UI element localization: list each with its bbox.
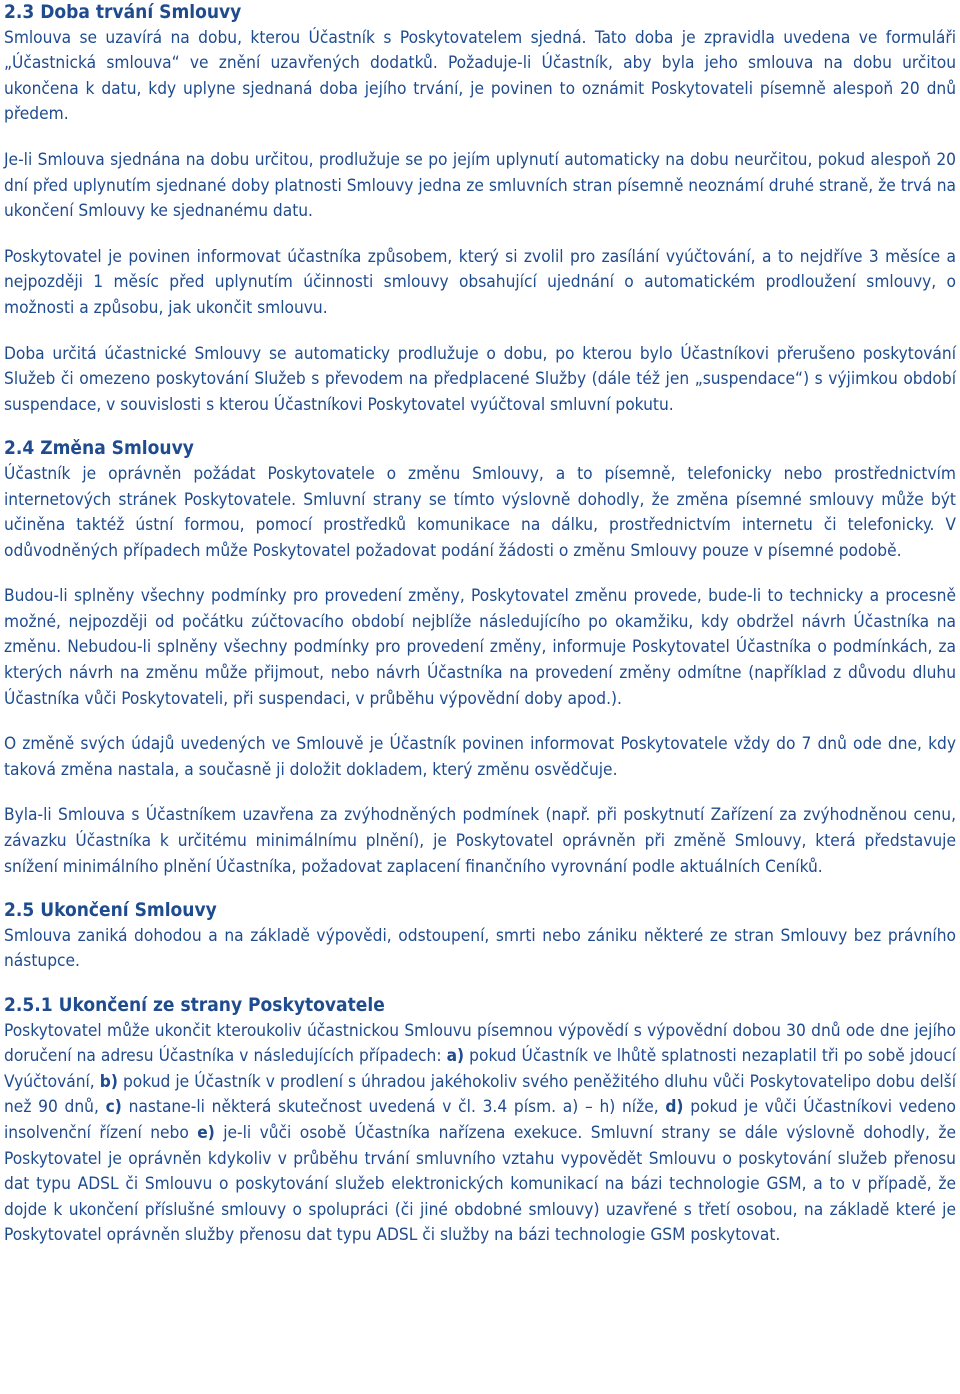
text-run: pokud Účastník ve lhůtě splatnosti nezaplatil tři po sobě jdoucí Vyúčtování,	[4, 1046, 956, 1092]
text-run: Poskytovatel může ukončit kteroukoliv účastnickou Smlouvu písemnou výpovědí s výpovědní dobou 30 dnů ode dne jejího doručení na adresu Účastníka v následujících případech:	[4, 1020, 956, 1067]
text-run: je-li vůči osobě Účastníka nařízena exekuce. Smluvní strany se dále výslovně dohodly, že Poskytovatel je oprávněn kdykoliv v průběhu trvání smluvního vztahu vypovědět Smlouvu o poskytování služeb přenosu dat typu ADSL či Smlouvu o poskytování služeb elektronických komunikací na bázi technologie GSM, a to v případě, že dojde k ukončení příslušné smlouvy o spolupráci (či jiné obdobné smlouvy) uzavřené s třetí osobou, na základě které je Poskytovatel oprávněn služby přenosu dat typu ADSL či služby na bázi technologie GSM poskytovat.	[4, 1122, 956, 1246]
list-letter-d: d)	[665, 1097, 684, 1118]
paragraph: Smlouva se uzavírá na dobu, kterou Účastník s Poskytovatelem sjedná. Tato doba je zpravidla uvedena ve formuláři „Účastnická smlouva“ ve znění uzavřených dodatků. Požaduje-li Účastník, aby byla jeho smlouva na dobu určitou ukončena k datu, kdy uplyne sjednaná doba jejího trvání, je povinen to oznámit Poskytovateli písemně alespoň 20 dnů předem.	[4, 27, 956, 125]
list-letter-b: b)	[99, 1071, 118, 1092]
section-heading-2-5: 2.5 Ukončení Smlouvy	[4, 899, 217, 922]
paragraph	[4, 1019, 956, 1249]
text-run: pokud je vůči Účastníkovi vedeno insolvenční řízení nebo	[4, 1097, 957, 1143]
list-letter-a: a)	[446, 1046, 465, 1067]
paragraph: Doba určitá účastnické Smlouvy se automaticky prodlužuje o dobu, po kterou bylo Účastníkovi přerušeno poskytování Služeb či omezeno poskytování Služeb s převodem na předplacené Služby (dále též jen „suspendace“) s výjimkou období suspendace, v souvislosti s kterou Účastníkovi Poskytovatel vyúčtoval smluvní pokutu.	[4, 343, 956, 415]
section-heading-2-5-1: 2.5.1 Ukončení ze strany Poskytovatele	[4, 994, 385, 1016]
text-run: nastane-li některá skutečnost uvedená v čl. 3.4 písm. a) – h) níže,	[121, 1097, 666, 1118]
section-heading-2-4: 2.4 Změna Smlouvy	[4, 437, 194, 460]
paragraph: Smlouva zaniká dohodou a na základě výpovědi, odstoupení, smrti nebo zániku některé ze stran Smlouvy bez právního nástupce.	[4, 925, 956, 972]
paragraph: Budou-li splněny všechny podmínky pro provedení změny, Poskytovatel změnu provede, bude-li to technicky a procesně možné, nejpozději od počátku zúčtovacího období nejblíže následujícího po okamžiku, kdy obdržel návrh Účastníka na změnu. Nebudou-li splněny všechny podmínky pro provedení změny, informuje Poskytovatel Účastníka o podmínkách, za kterých návrh na změnu může přijmout, nebo návrh Účastníka na provedení změny odmítne (například z důvodu dluhu Účastníka vůči Poskytovateli, při suspendaci, v průběhu výpovědní doby apod.).	[4, 586, 956, 709]
list-letter-e: e)	[197, 1122, 215, 1143]
paragraph: Byla-li Smlouva s Účastníkem uzavřena za zvýhodněných podmínek (např. při poskytnutí Zařízení za zvýhodněnou cenu, závazku Účastníka k určitému minimálnímu plnění), je Poskytovatel oprávněn při změně Smlouvy, která představuje snížení minimálního plnění Účastníka, požadovat zaplacení finančního vyrovnání podle aktuálních Ceníků.	[4, 805, 956, 877]
paragraph: Poskytovatel je povinen informovat účastníka způsobem, který si zvolil pro zasílání vyúčtování, a to nejdříve 3 měsíce a nejpozději 1 měsíc před uplynutím účinnosti smlouvy obsahující ujednání o automatickém prodloužení smlouvy, o možnosti a způsobu, jak ukončit smlouvu.	[4, 246, 956, 318]
paragraph: Je-li Smlouva sjednána na dobu určitou, prodlužuje se po jejím uplynutí automaticky na dobu neurčitou, pokud alespoň 20 dní před uplynutím sjednané doby platnosti Smlouvy jedna ze smluvních stran písemně neoznámí druhé straně, že trvá na ukončení Smlouvy ke sjednanému datu.	[4, 149, 956, 222]
paragraph: O změně svých údajů uvedených ve Smlouvě je Účastník povinen informovat Poskytovatele vždy do 7 dnů ode dne, kdy taková změna nastala, a současně ji doložit dokladem, který změnu osvědčuje.	[4, 734, 956, 780]
paragraph: Účastník je oprávněn požádat Poskytovatele o změnu Smlouvy, a to písemně, telefonicky nebo prostřednictvím internetových stránek Poskytovatele. Smluvní strany se tímto výslovně dohodly, že změna písemné smlouvy může být učiněna taktéž ústní formou, pomocí prostředků komunikace na dálku, prostřednictvím internetu či telefonicky. V odůvodněných případech může Poskytovatel požadovat podání žádosti o změnu Smlouvy pouze v písemné podobě.	[4, 463, 956, 561]
document-page	[4, 0, 956, 1249]
list-letter-c: c)	[105, 1097, 122, 1118]
section-heading-2-3: 2.3 Doba trvání Smlouvy	[4, 1, 242, 23]
text-run: pokud je Účastník v prodlení s úhradou jakéhokoliv svého peněžitého dluhu vůči Poskytovatelipo dobu delší než 90 dnů,	[4, 1071, 956, 1118]
